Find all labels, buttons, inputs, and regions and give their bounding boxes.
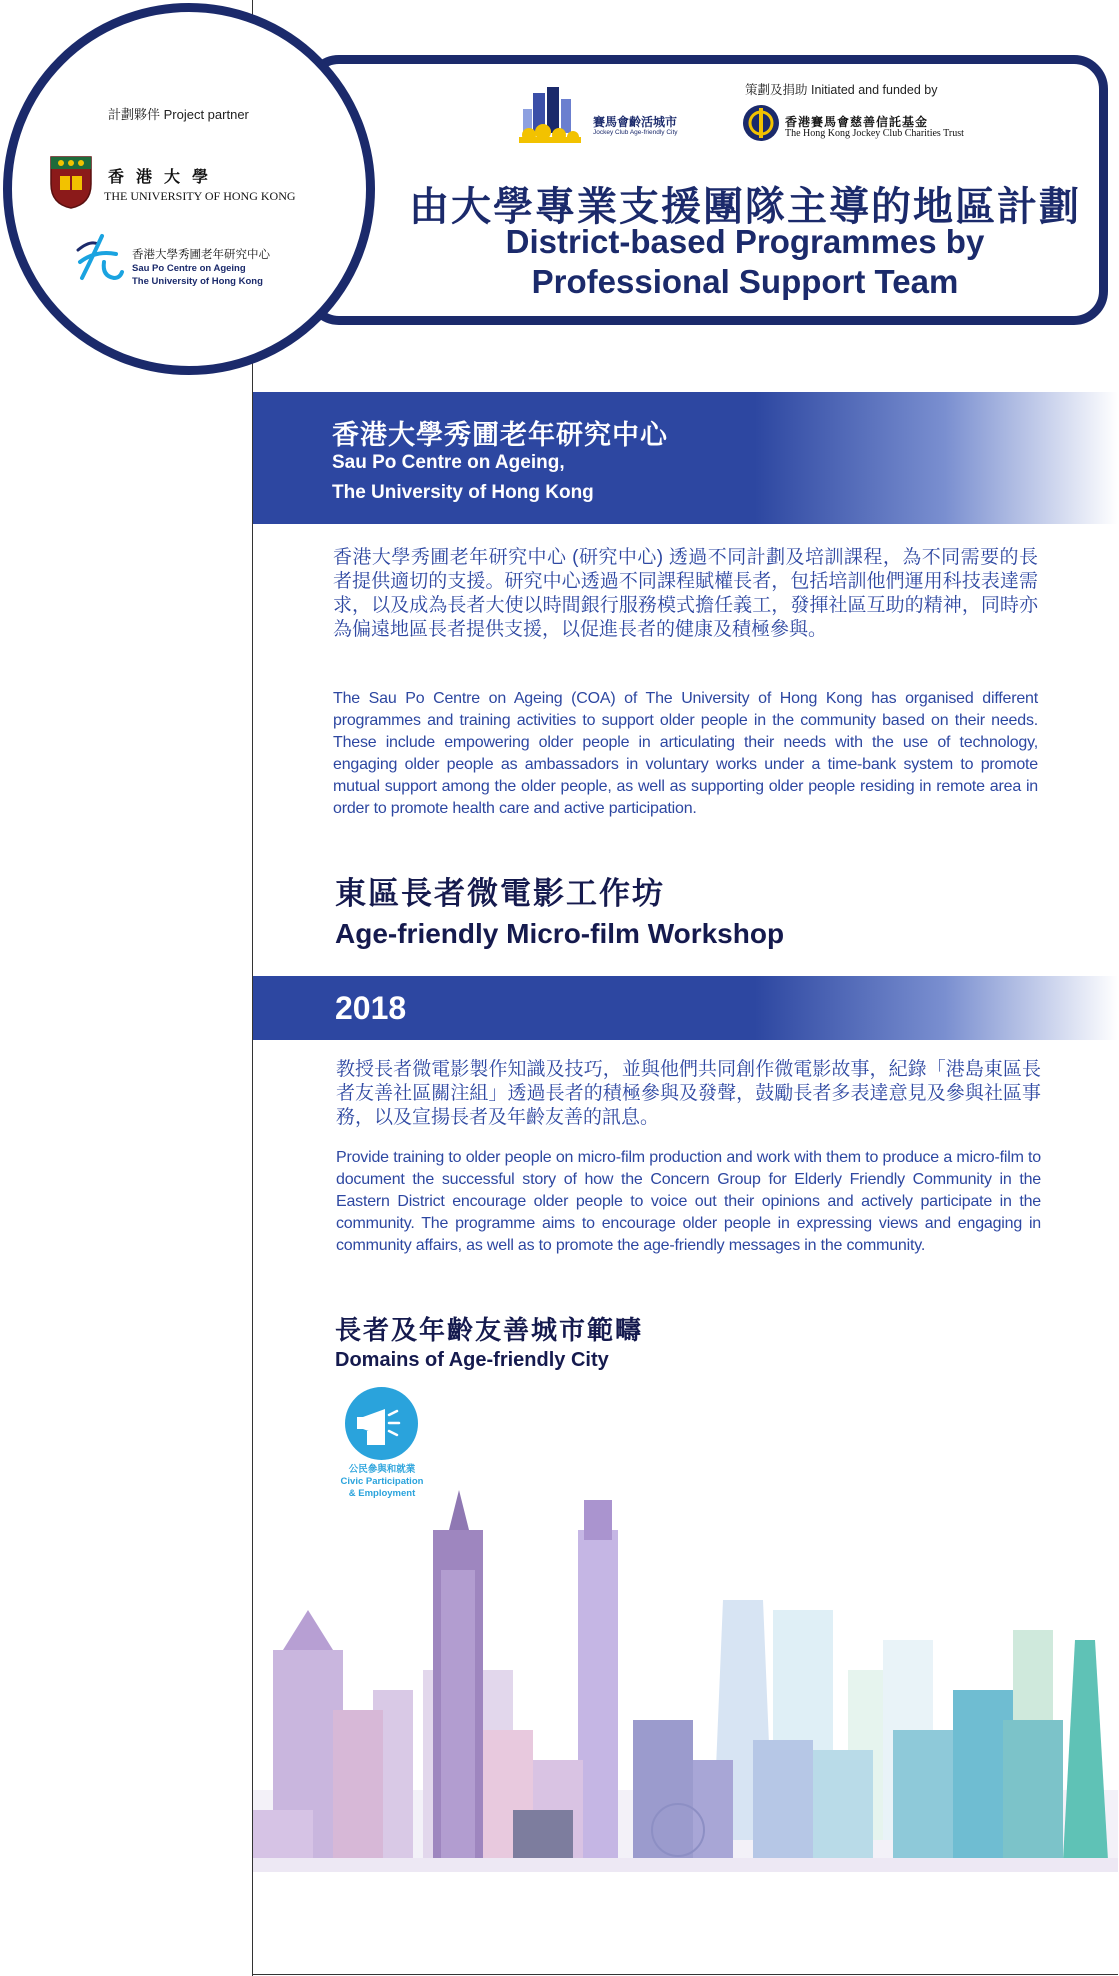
programme-title-en: Age-friendly Micro-film Workshop — [335, 918, 785, 949]
jockey-club-city-zh: 賽馬會齡活城市 — [593, 115, 678, 129]
domain-label-en-line1: Civic Participation — [340, 1476, 424, 1487]
city-skyline-illustration — [253, 1490, 1118, 1872]
domain-label-en-line2: & Employment — [348, 1488, 416, 1499]
coa-name-en-line1: Sau Po Centre on Ageing — [132, 263, 246, 274]
programme-description-en: Provide training to older people on micro-film production and work with them to produce a micro-film to document the successful story of how the Concern Group for Elderly Friendly Community in the Eastern District encourage older people to voice out their opinions and actively participate in the community. The programme aims to encourage older people in expressing views and engaging in community affairs, as well as to promote the age-friendly messages in the community. — [336, 1149, 1041, 1254]
hku-name-en: THE UNIVERSITY OF HONG KONG — [104, 189, 296, 203]
panel-bottom-border — [252, 1974, 1118, 1975]
partner-label: 計劃夥伴 Project partner — [108, 107, 249, 122]
jockey-club-age-friendly-city-logo — [515, 85, 595, 147]
programme-year: 2018 — [335, 990, 407, 1026]
main-title-en-line1: District-based Programmes by — [505, 223, 985, 260]
main-title-zh: 由大學專業支援團隊主導的地區計劃 — [409, 185, 1081, 229]
coa-name-en-line2: The University of Hong Kong — [132, 276, 263, 287]
hku-name-zh: 香港大學 — [108, 169, 221, 186]
programme-title-zh: 東區長者微電影工作坊 — [335, 876, 665, 911]
domain-label-zh: 公民參與和就業 — [348, 1464, 416, 1475]
main-title-en — [420, 222, 1070, 302]
organisation-name-zh: 香港大學秀圃老年研究中心 — [332, 420, 668, 450]
trust-name-en: The Hong Kong Jockey Club Charities Trust — [785, 128, 964, 139]
domains-title-en: Domains of Age-friendly City — [335, 1349, 609, 1371]
organisation-name-en-line2: The University of Hong Kong — [332, 482, 594, 503]
organisation-description-en: The Sau Po Centre on Ageing (COA) of The University of Hong Kong has organised different programmes and training activities to support older people in the community based on their needs. These include empowering older people in articulating their needs with the use of technology, engaging older people as ambassadors in voluntary works under a time-bank system to promote mutual support among the older people, as well as supporting older people residing in remote area in order to promote health care and active participation. — [333, 690, 1038, 817]
civic-participation-domain-badge — [345, 1387, 418, 1460]
programme-description-zh: 教授長者微電影製作知識及技巧，並與他們共同創作微電影故事，紀錄「港島東區長者友善社區關注組」透過長者的積極參與及發聲，鼓勵長者多表達意見及參與社區事務，以及宣揚長者及年齡友善的訊息。 — [336, 1059, 1041, 1128]
funded-label: 策劃及捐助 Initiated and funded by — [745, 83, 938, 97]
megaphone-icon — [345, 1387, 418, 1460]
organisation-name-en-line1: Sau Po Centre on Ageing, — [332, 452, 565, 473]
domains-title-zh: 長者及年齡友善城市範疇 — [335, 1315, 644, 1345]
main-title-en-line2: Professional Support Team — [531, 263, 959, 300]
coa-name-zh: 香港大學秀圃老年研究中心 — [132, 249, 270, 261]
coa-logo — [68, 228, 128, 288]
hku-crest-logo — [48, 154, 94, 210]
jockey-club-city-en: Jockey Club Age-friendly City — [593, 129, 678, 136]
jockey-club-trust-logo — [740, 100, 782, 146]
organisation-description-zh: 香港大學秀圃老年研究中心 (研究中心) 透過不同計劃及培訓課程，為不同需要的長者提供適切的支援。研究中心透過不同課程賦權長者，包括培訓他們運用科技表達需求，以及成為長者大使以時間銀行服務模式擔任義工，發揮社區互助的精神，同時亦為偏遠地區長者提供支援，以促進長者的健康及積極參與。 — [333, 547, 1038, 640]
trust-name-zh: 香港賽馬會慈善信託基金 — [785, 115, 929, 129]
